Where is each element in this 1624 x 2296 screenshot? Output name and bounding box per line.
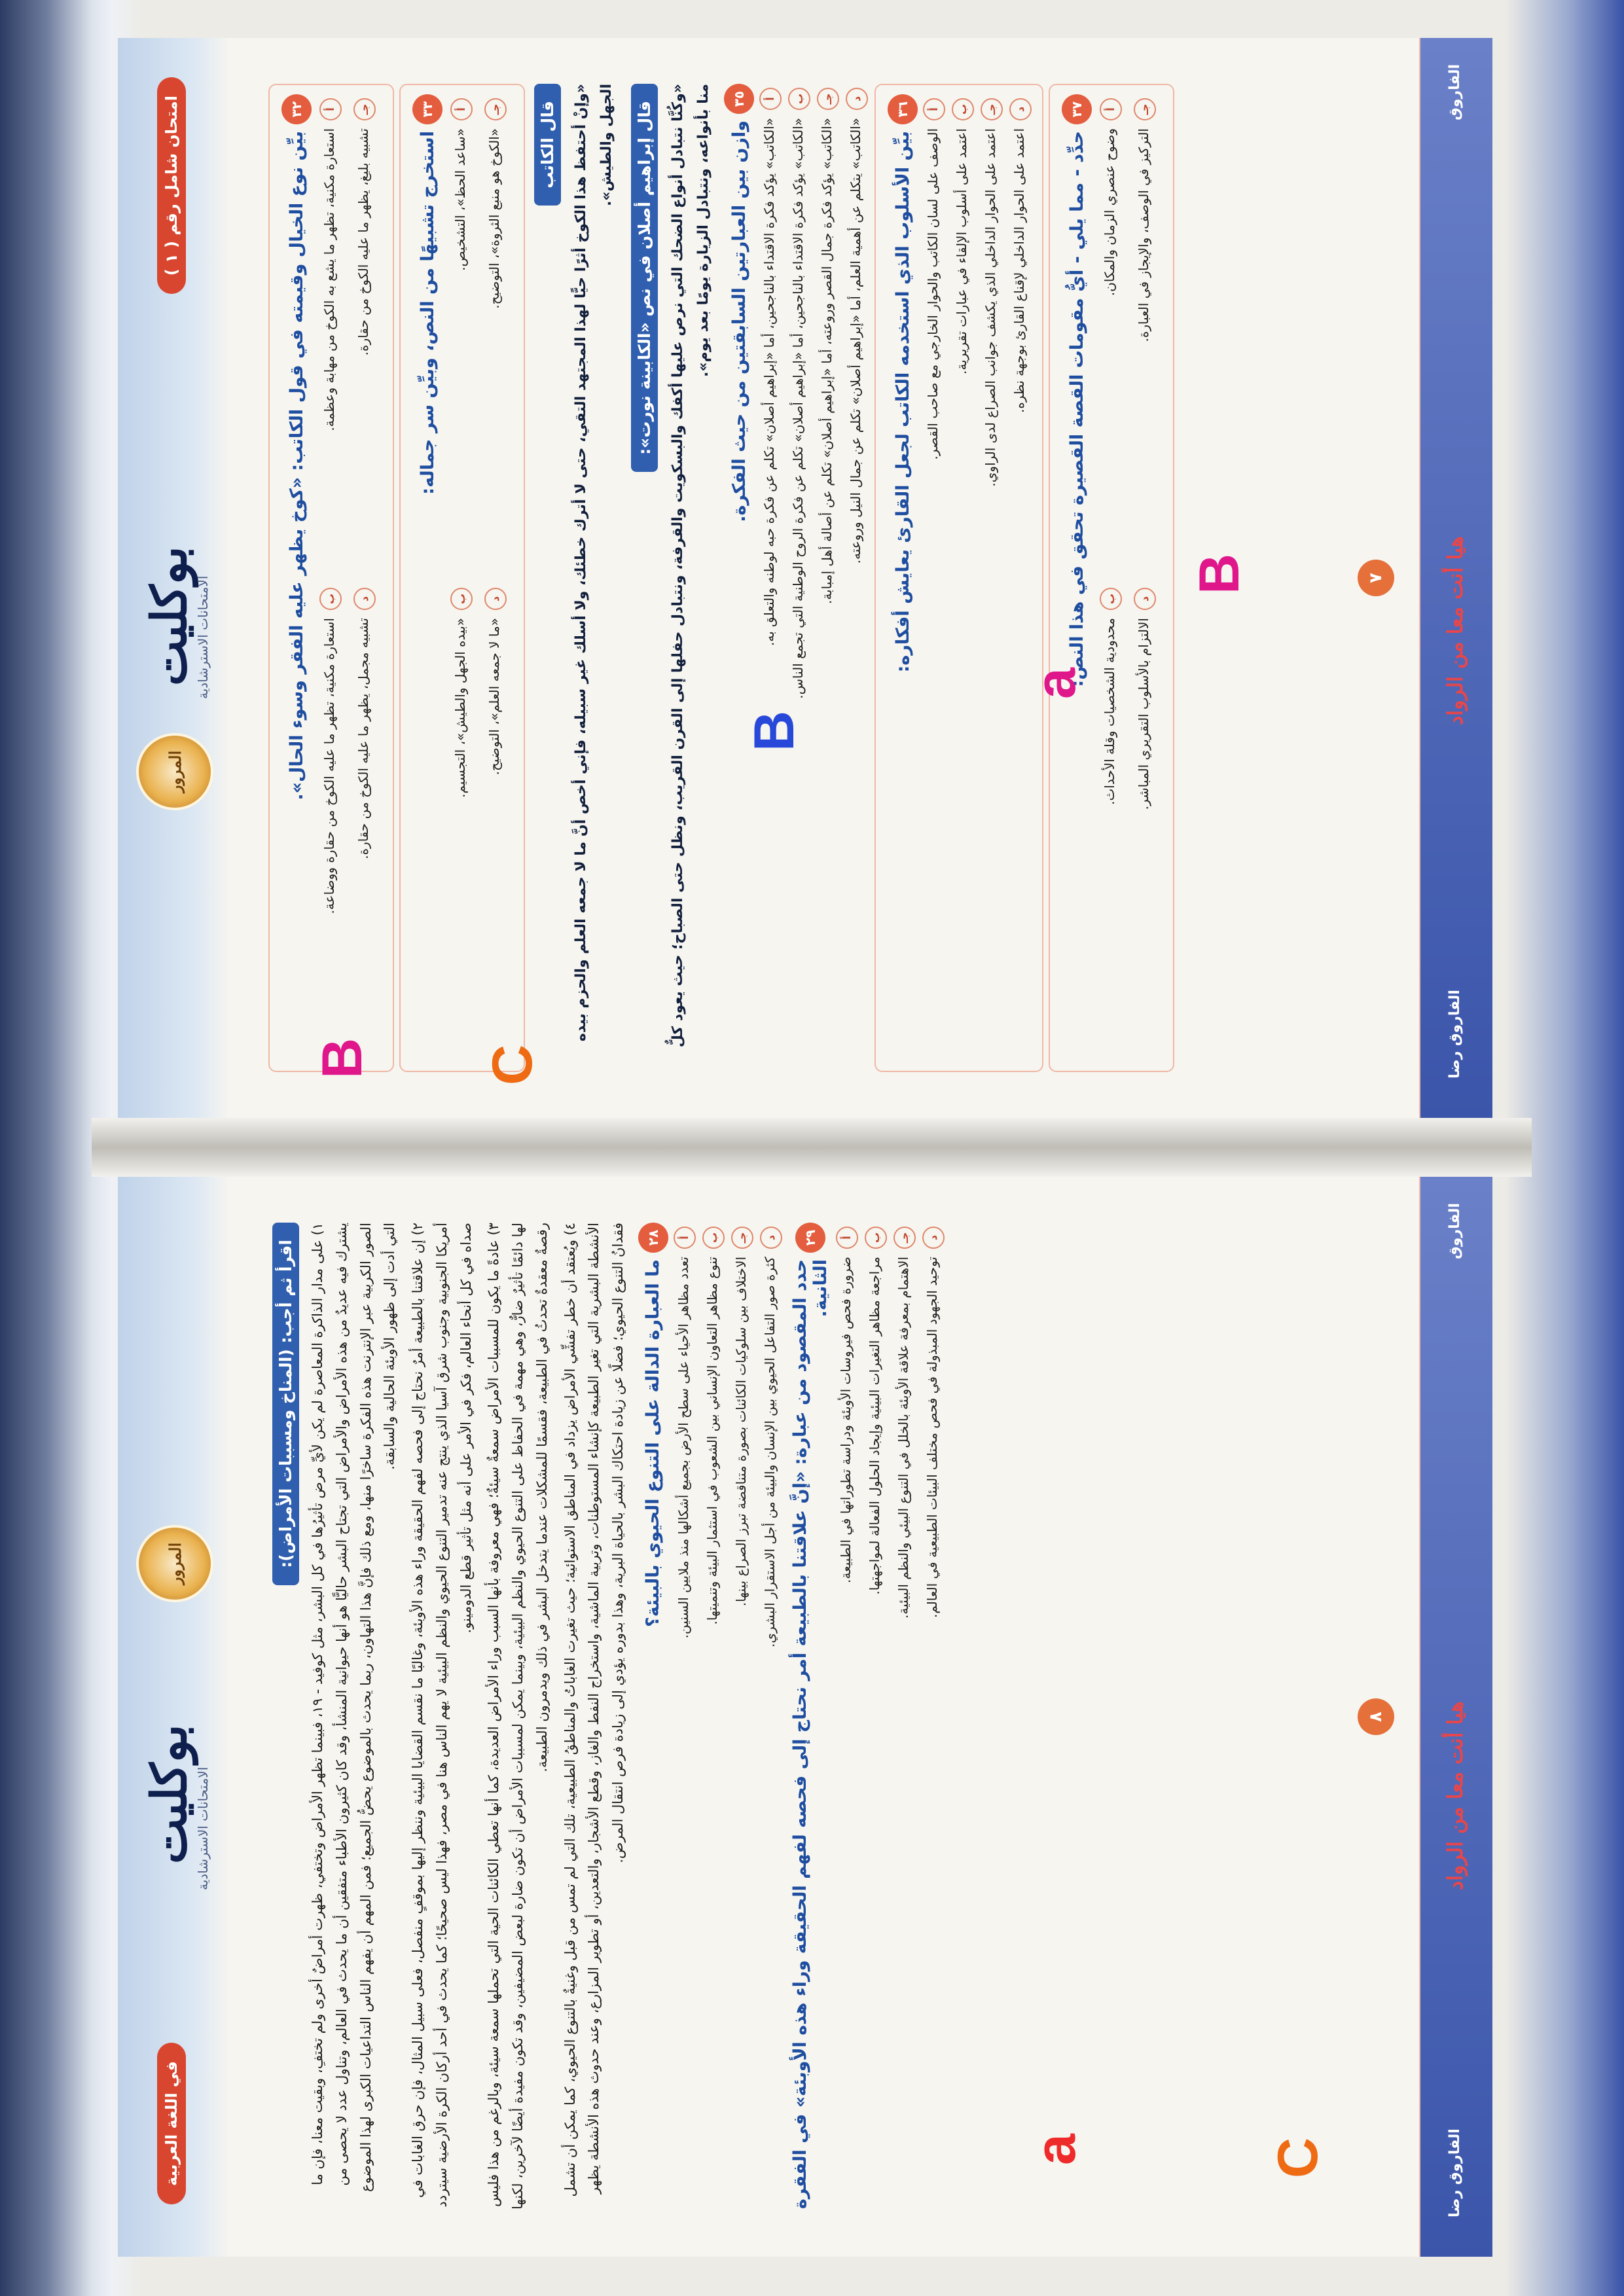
- poet-banner: قال إبراهيم أصلان في نص «الكابينة نورت»:: [631, 84, 658, 472]
- option-text: توحيد الجهود المبذولة في فحص مختلف البيئات الطبيعية في العالم.: [924, 1257, 940, 1619]
- option[interactable]: [319, 98, 342, 568]
- booklet-logo: بوكليت: [141, 1724, 198, 1864]
- option-letter: أ: [759, 88, 782, 110]
- footer-brand: الفاروق رضا: [1447, 2128, 1463, 2217]
- option[interactable]: [353, 588, 376, 1058]
- option-text: الالتزام بالأسلوب التقريري المباشر.: [1136, 618, 1151, 810]
- option-letter: د: [484, 588, 507, 610]
- author-banner: قال الكاتب: [534, 84, 561, 206]
- poet-quote: «وكُنَّا نتبادل أنواع الضحك التي نرص عليها أكفك والبسكويت والقرفة، ونتبادل حفلها إلى القرن القريب، ونظل حتى الصباح؛ حيث يعود كلٌّ منا بأنواعه، ونتبادل الزيارة يومًا بعد يوم».: [670, 84, 712, 1048]
- option-letter: د: [1134, 588, 1156, 610]
- option-letter: أ: [674, 1227, 696, 1249]
- option[interactable]: [981, 98, 1003, 1058]
- options-37: [1097, 94, 1163, 1062]
- emblem-icon: المرور: [136, 1525, 213, 1602]
- option[interactable]: [484, 98, 507, 568]
- exam-tag: امتحان شامل رقم ( ١ ): [157, 77, 186, 294]
- option-letter: جـ: [981, 98, 1003, 120]
- left-page: [118, 1177, 1492, 2257]
- question-33-box: [399, 84, 525, 1072]
- logo-subtitle: الامتحانات الاسترشادية: [195, 575, 211, 699]
- option-text: التركيز في الوصف، والإيجاز في العبارة.: [1136, 128, 1151, 342]
- option-text: كثرة صور التفاعل الحيوي بين الإنسان والبيئة من أجل الاستقرار البشري.: [761, 1257, 778, 1647]
- option-text: مراجعة مظاهر التغيرات البيئية وإيجاد الحلول الفعالة لمواجهتها.: [866, 1257, 882, 1595]
- option[interactable]: [450, 98, 473, 568]
- question-number: ٢٨: [638, 1223, 668, 1253]
- option[interactable]: [865, 1227, 887, 2207]
- option[interactable]: [846, 88, 868, 1068]
- option-text: محدودية الشخصيات وقلة الأحداث.: [1102, 618, 1117, 805]
- question-37-box: [1049, 84, 1174, 1072]
- option[interactable]: [702, 1227, 725, 2207]
- option-letter: جـ: [731, 1227, 753, 1249]
- handwritten-answer-33: C: [481, 1044, 544, 1085]
- option[interactable]: [1009, 98, 1032, 1058]
- question-35: [724, 84, 754, 1072]
- question-36-box: [875, 84, 1043, 1072]
- question-number: ٢٩: [795, 1223, 825, 1253]
- booklet-logo: بوكليت: [141, 546, 198, 686]
- option-letter: ب: [788, 88, 810, 110]
- handwritten-answer-37: B: [1188, 553, 1251, 594]
- options-36: [923, 94, 1032, 1062]
- option-text: تعدد مظاهر الأحياء على سطح الأرض بجميع أشكالها منذ ملايين السنين.: [675, 1257, 691, 1639]
- option[interactable]: [759, 88, 782, 1068]
- option-letter: د: [353, 588, 376, 610]
- handwritten-answer-28: a: [1024, 2134, 1087, 2165]
- option-letter: ب: [1100, 588, 1122, 610]
- option[interactable]: [731, 1227, 753, 2207]
- options-35: [759, 84, 868, 1072]
- option[interactable]: [923, 98, 945, 1058]
- option-text: اعتمد على الحوار الداخلي لإقناع القارئ بوجهة نظره.: [1011, 128, 1027, 414]
- option[interactable]: [788, 88, 810, 1068]
- question-text: بيِّن الأسلوب الذي استخدمه الكاتب لجعل القارئ يعايش أفكاره:: [892, 131, 913, 673]
- option[interactable]: [1134, 98, 1156, 568]
- question-text: حدد المقصود من عبارة: «إنَّ علاقتنا بالطبيعة أمر نحتاج إلى فحصه لفهم الحقيقة وراء هذه الأوبئة» في الفقرة الثانية.: [789, 1259, 831, 2210]
- question-29: [790, 1223, 831, 2211]
- option-letter: جـ: [1134, 98, 1156, 120]
- option[interactable]: [319, 588, 342, 1058]
- option-letter: ب: [319, 588, 342, 610]
- left-page-footer: [1419, 1177, 1492, 2257]
- question-number: ٣٥: [724, 84, 754, 114]
- option-letter: جـ: [484, 98, 507, 120]
- question-number: ٣٦: [888, 94, 918, 124]
- option-text: «ما لا جمعه العلم»، التوضيح.: [486, 618, 502, 776]
- option-text: الاختلاف بين سلوكيات الكائنات بصورة متناقضة تبرز الصراع بينها.: [732, 1257, 749, 1607]
- option[interactable]: [760, 1227, 782, 2207]
- question-32-box: [268, 84, 394, 1072]
- question-37: [1062, 94, 1092, 1062]
- question-text: حدِّد - مما يلي - أيُّ مقومات القصة القصيرة تحقق في هذا النص:: [1066, 131, 1087, 687]
- options-32: [317, 94, 382, 1062]
- option-letter: أ: [319, 98, 342, 120]
- option-letter: ب: [450, 588, 473, 610]
- question-number: ٣٣: [412, 94, 442, 124]
- options-29: [836, 1223, 945, 2211]
- option[interactable]: [893, 1227, 916, 2207]
- option-letter: أ: [836, 1227, 858, 1249]
- handwritten-answer-35: B: [743, 710, 806, 751]
- option-text: اعتمد على أسلوب الإلقاء في عبارات تقريرية.: [954, 128, 969, 375]
- option-text: اعتمد على الحوار الداخلي الذي يكشف جوانب الصراع لدى الراوي.: [983, 128, 998, 487]
- option-letter: أ: [1100, 98, 1122, 120]
- option-text: استعارة مكنية، تظهر ما يشع به الكوخ من مهابة وعظمة.: [321, 128, 337, 431]
- question-number: ٣٧: [1062, 94, 1092, 124]
- option-letter: د: [846, 88, 868, 110]
- option-letter: جـ: [893, 1227, 916, 1249]
- logo-subtitle: الامتحانات الاسترشادية: [195, 1767, 211, 1890]
- right-page-footer: [1419, 38, 1492, 1118]
- option[interactable]: [450, 588, 473, 1058]
- book-spine: [92, 1118, 1532, 1177]
- question-33: [412, 94, 442, 1062]
- option-text: استعارة مكنية، تظهر ما عليه الكوخ من حقارة ووضاعة.: [321, 618, 337, 914]
- option[interactable]: [817, 88, 839, 1068]
- emblem-icon: المرور: [136, 733, 213, 810]
- left-content: [268, 1223, 1270, 2211]
- passage-banner: اقرأ ثم أجب: (المناخ ومسببات الأمراض):: [272, 1223, 299, 1585]
- question-32: [281, 94, 312, 1062]
- question-number: ٣٢: [281, 94, 312, 124]
- option[interactable]: [1134, 588, 1156, 1058]
- paragraph-3: ٣) عادةً ما يكون للمسببات الأمراض سمعةٌ سيئةٌ؛ فهي معروفة بأنها السبب وراء الأمراض العديدة، كما أنها تعطي الكائنات الحية التي تحملها سمعة سيئة، وبالرغم من هذا فليس لها دائمًا تأثيرٌ ضارٌّ، وهي مهمة في الحفاظ على التنوع الحيوي والنظم البيئية، وبينما يمكن لمسببات الأمراض أن تكون ضارة لبعض المضيفين، وقد تكون مفيدة أيضًا لآخرين، لكنها رقصةٌ معقدةٌ تحدثُ في الطبيعة، فقسمًا للمشكلات عندما يتدخل البشر في ذلك ويدمرون الطبيعة.: [486, 1223, 550, 2210]
- option-text: ضرورة فحص فيروسات الأوبئة ودراسة تطوراتها في الطبيعة.: [837, 1257, 854, 1583]
- option-letter: جـ: [353, 98, 376, 120]
- option-letter: أ: [450, 98, 473, 120]
- question-text: بيِّن نوع الخيال وقيمته في قول الكاتب: «كوخ يظهر عليه الفقر وسوء الحال».: [286, 131, 307, 800]
- option-text: تشبيه بليغ، يظهر ما عليه الكوخ من حقارة.: [355, 128, 371, 356]
- option-text: وضوح عنصري الزمان والمكان.: [1102, 128, 1117, 296]
- option-letter: د: [760, 1227, 782, 1249]
- option-text: «الكاتب» يتكلم عن أهمية العلم، أما «إبراهيم أصلان» تكلم عن جمال النيل وروعته.: [848, 118, 863, 564]
- option-text: «ساعد الحظ»، التشخيص.: [452, 128, 468, 271]
- paragraph-2: ٢) إن علاقتنا بالطبيعة أمرٌ نحتاج إلى فحصه لفهم الحقيقة وراء هذه الأوبئة، وغالبًا ما نقسم القضايا البيئية وننظر إليها بموقفٍ منفصل، فعلى سبيل المثال، فإن حرق الغابات في أمريكا الجنوبية وجنوب شرق آسيا الذي ينتج عنه تدمير التنوع الحيوي والنظم البيئية لا يهم الناس هنا في مصر، فهذا ليس صحيحًا؛ كما يحدث في أحد أركان الكرة الأرضية سيتردد صداه في كل أنحاء العالم، فكر في الأمر على أنه مثل تأثير قطع الدومينو.: [410, 1223, 474, 2208]
- option-text: تشبيه مجمل، يظهر ما عليه الكوخ من حقارة.: [355, 618, 371, 859]
- option[interactable]: [922, 1227, 945, 2207]
- page-number: ٧: [1358, 560, 1394, 596]
- option-text: الوصف على لسان الكاتب والحوار الخارجي مع صاحب القصر.: [925, 128, 941, 460]
- option-letter: أ: [923, 98, 945, 120]
- paragraph-4: ٤) ويُعتقد أن خطر تفشِّي الأمراض يزداد في المناطق الاستوائية؛ حيث تغيرت الغاباتُ والمناطقُ الطبيعية، تلك التي لم تمس من قبل وغنيةٌ بالتنوع الحيوي، كما يمكن أن تشمل الأنشطة البشرية التي تغير الطبيعة كإنشاء المستوطنات، وتربية الماشية، واستخراج النفط والغاز، وقطع الأشجار، والتعدين، أو تطوير المزارع، وعند حدوث هذه الأنشطة يظهر فقدانُ التنوع الحيوي؛ فضلًا عن زيادة احتكاك البشر بالحياة البرية، وهذا بدوره يؤدي إلى زيادة فرص انتقال المرض.: [562, 1223, 626, 2197]
- question-28: [638, 1223, 668, 2211]
- option-letter: جـ: [817, 88, 839, 110]
- option[interactable]: [1100, 588, 1122, 1058]
- right-content: [268, 84, 1270, 1072]
- option[interactable]: [353, 98, 376, 568]
- option-text: «بيده الجهل والطيش»، التجسيم.: [452, 618, 468, 798]
- footer-brand: الفاروق رضا: [1447, 990, 1463, 1079]
- handwritten-answer-36: a: [1024, 668, 1087, 699]
- footer-motto: هيا أنت معا من الرواد: [1443, 1701, 1468, 1890]
- options-28: [674, 1223, 782, 2211]
- footer-motto: هيا أنت معا من الرواد: [1443, 536, 1468, 725]
- option-letter: د: [1009, 98, 1032, 120]
- author-quote: «وإنْ أحتفظ هذا الكوخ أثرًا حيًّا لهذا المجتهد التقي، حتى لا أترك خطئك، ولا أسلك غير سبيله، فإني أخص أنَّ ما لا جمعه العلم والحزم بيده الجهل والطيش».: [573, 84, 615, 1042]
- option-text: «الكوخ هو منبع الثروة»، التوضيح.: [486, 128, 502, 309]
- footer-brand-small: الفاروق: [1447, 64, 1463, 120]
- option[interactable]: [836, 1227, 858, 2207]
- footer-brand-small: الفاروق: [1447, 1203, 1463, 1259]
- question-text: ما العبارة الدالة على التنوع الحيوي بالبيئة؟: [643, 1259, 664, 1627]
- right-page: [118, 38, 1492, 1118]
- question-text: استخرج تشبيهًا من النص، وبيِّن سر جماله:: [417, 131, 438, 495]
- subject-tag: في اللغة العربية: [157, 2043, 186, 2204]
- option[interactable]: [952, 98, 974, 1058]
- question-36: [888, 94, 918, 1062]
- option-text: «الكاتب» يؤكد فكرة الاقتداء بالناجحين، أما «إبراهيم أصلان» تكلم عن فكرة الروح الوطنية التي تجمع الناس.: [790, 118, 806, 699]
- handwritten-answer-29: C: [1267, 2137, 1329, 2178]
- handwritten-answer-32: B: [311, 1037, 374, 1079]
- paragraph-1: ١) على مدار الذاكرة المعاصرة لم يكن لأيِّ مرض تأثيرُها في كل البشر، مثل كوفيد - ١٩، فبينما تظهر الأمراض وتختفي، ظهرت أمراضٌ أخرى ولم تختفِ، وبقيت معنا، فإن ما يشترك فيه عديدٌ من هذه الأمراض والأمراض التي تجتاح البشر حاليًّا هو أنها حيوانية المنشأ، وقد كان كثيرون الأطباء متفقين أن ما يحدث في العالم، وتناول عدد لا يحصى من الصور الكربية عبر الإنترنت هذه الفكرة ساخرًا منها، ومع ذلك فإنَّ هذا التهاون، ربما يحدث بالموضوع يحضُّ الجميع؛ فمن المهم أن يفهم الناس التداعيات الكبرى لهذا الموضوع التي أدت إلى ظهور الأوبئة الحالية والسابقة.: [310, 1223, 398, 2193]
- option-letter: ب: [702, 1227, 725, 1249]
- option-text: الاهتمام بمعرفة علاقة الأوبئة بالخلل في التنوع البيئي والنظم البيئية.: [895, 1257, 911, 1619]
- option[interactable]: [484, 588, 507, 1058]
- option[interactable]: [674, 1227, 696, 2207]
- option-text: تنوع مظاهر التعاون الإنساني بين الشعوب في استثمار البيئة وتنميتها.: [704, 1257, 720, 1625]
- option-text: «الكاتب» يؤكد فكرة الاقتداء بالناجحين، أما «إبراهيم أصلان» تكلم عن فكرة حبه لوطنه والتعلق به.: [761, 118, 777, 646]
- option[interactable]: [1100, 98, 1122, 568]
- page-number: ٨: [1358, 1698, 1394, 1735]
- options-33: [448, 94, 513, 1062]
- option-letter: ب: [865, 1227, 887, 1249]
- option-letter: د: [922, 1227, 945, 1249]
- option-letter: ب: [952, 98, 974, 120]
- question-text: وازن بين العبارتين السابقتين من حيث الفكرة.: [729, 120, 749, 522]
- option-text: «الكاتب» يؤكد فكرة جمال القصر وروعته، أما «إبراهيم أصلان» تكلم عن أصالة أهل إمبابة.: [819, 118, 835, 605]
